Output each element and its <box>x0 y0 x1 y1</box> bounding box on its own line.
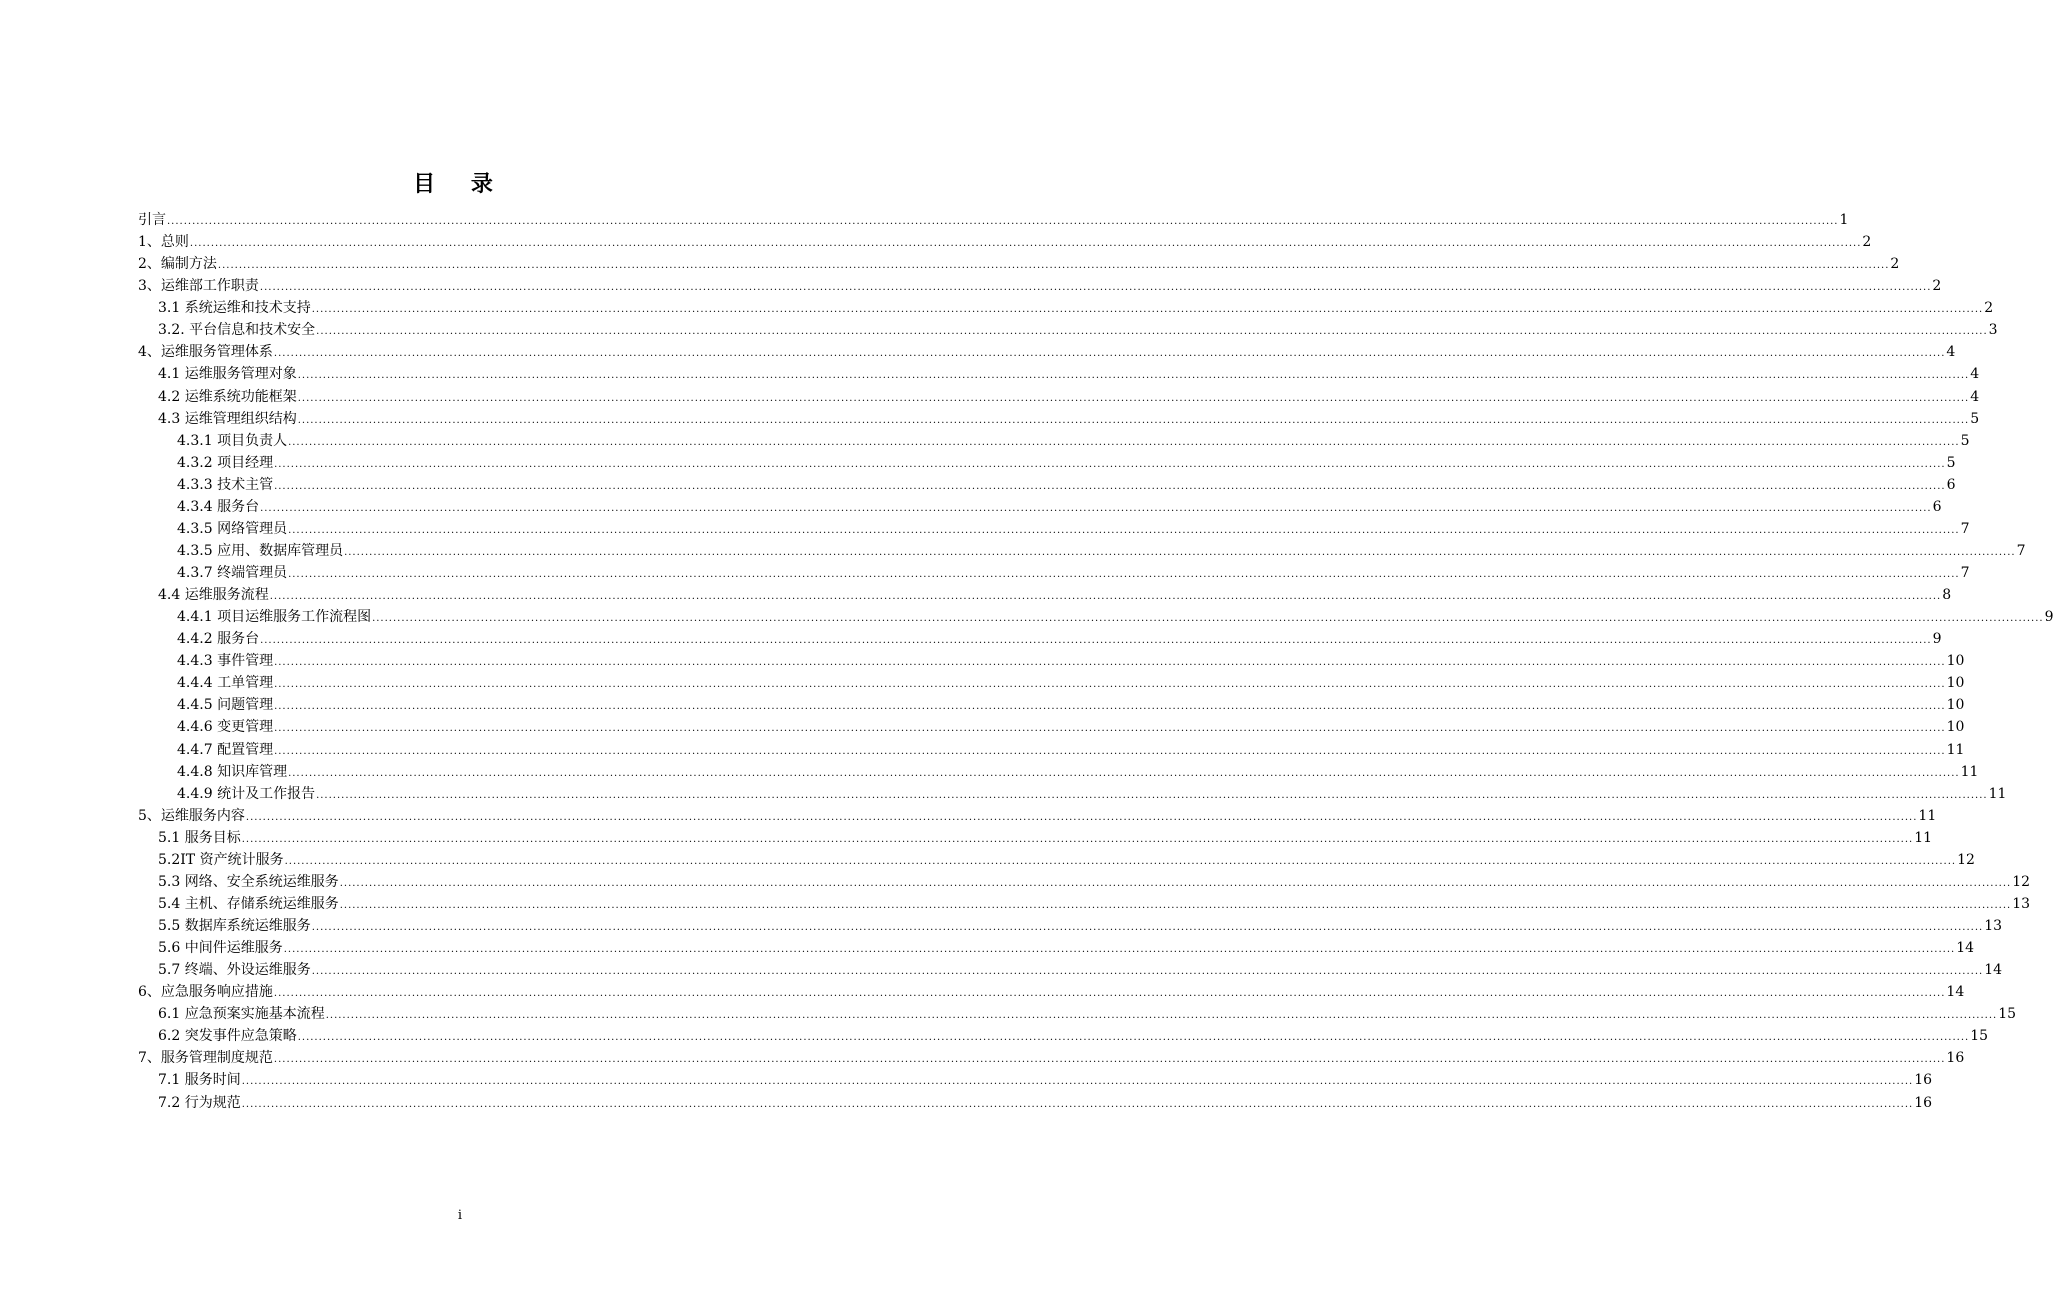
dot-leader: ................................................................................................................................................................................................................................................................................................................................................................................................................ <box>269 591 1942 603</box>
dot-leader: ................................................................................................................................................................................................................................................................................................................................................................................................................ <box>217 260 1890 272</box>
toc-entry-label: 4.3.4 服务台 <box>177 498 260 515</box>
toc-entry[interactable] <box>138 672 1965 694</box>
toc-entry[interactable] <box>138 650 1965 672</box>
toc-entry[interactable] <box>138 209 1849 231</box>
toc-entry[interactable] <box>138 893 2031 915</box>
toc-entry[interactable] <box>138 231 1872 253</box>
toc-entry[interactable] <box>138 1025 1989 1047</box>
toc-entry-page: 9 <box>2044 609 2053 626</box>
toc-entry-label: 4.3.5 应用、数据库管理员 <box>177 542 344 559</box>
toc-entry[interactable] <box>138 628 1942 650</box>
dot-leader: ................................................................................................................................................................................................................................................................................................................................................................................................................ <box>274 657 1946 669</box>
toc-entry[interactable] <box>138 363 1980 385</box>
toc-entry[interactable] <box>138 253 1900 275</box>
toc-entry[interactable] <box>138 496 1942 518</box>
toc-entry-label: 4.1 运维服务管理对象 <box>158 366 297 383</box>
toc-entry-label: 5.5 数据库系统运维服务 <box>158 918 311 934</box>
toc-entry-page: 5 <box>1960 432 1970 449</box>
dot-leader: ................................................................................................................................................................................................................................................................................................................................................................................................................ <box>288 767 1960 779</box>
toc-entry-page: 10 <box>1946 719 1965 736</box>
toc-entry-page: 1 <box>1839 212 1849 228</box>
dot-leader: ................................................................................................................................................................................................................................................................................................................................................................................................................ <box>316 326 1988 338</box>
toc-entry-page: 4 <box>1946 344 1956 361</box>
toc-entry-page: 12 <box>1957 851 1975 868</box>
toc-entry-label: 6.2 突发事件应急策略 <box>158 1028 297 1045</box>
dot-leader: ................................................................................................................................................................................................................................................................................................................................................................................................................ <box>339 899 2012 911</box>
dot-leader: ................................................................................................................................................................................................................................................................................................................................................................................................................ <box>241 833 1914 845</box>
toc-entry[interactable] <box>138 584 1952 606</box>
toc-entry-page: 2 <box>1890 256 1900 273</box>
toc-entry-page: 13 <box>1984 918 2003 934</box>
toc-entry-page: 7 <box>1960 565 1970 581</box>
toc-entry-label: 4.2 运维系统功能框架 <box>158 388 297 405</box>
toc-entry-page: 6 <box>1946 476 1956 493</box>
toc-entry-page: 5 <box>1946 454 1956 471</box>
toc-entry-label: 3.2. 平台信息和技术安全 <box>158 322 316 339</box>
toc-entry[interactable] <box>138 981 1965 1003</box>
toc-entry-page: 9 <box>1932 631 1942 648</box>
toc-entry-label: 2、编制方法 <box>138 256 217 273</box>
dot-leader: ................................................................................................................................................................................................................................................................................................................................................................................................................ <box>241 1076 1914 1088</box>
dot-leader: ................................................................................................................................................................................................................................................................................................................................................................................................................ <box>273 348 1946 360</box>
dot-leader: ................................................................................................................................................................................................................................................................................................................................................................................................................ <box>288 436 1960 448</box>
dot-leader: ................................................................................................................................................................................................................................................................................................................................................................................................................ <box>297 392 1970 404</box>
toc-entry-label: 4.3.7 终端管理员 <box>177 565 288 581</box>
toc-entry[interactable] <box>138 937 1975 959</box>
toc-entry-label: 7.2 行为规范 <box>158 1094 241 1111</box>
dot-leader: ................................................................................................................................................................................................................................................................................................................................................................................................................ <box>372 613 2044 625</box>
dot-leader: ................................................................................................................................................................................................................................................................................................................................................................................................................ <box>339 877 2012 889</box>
toc-entry-label: 4.3.3 技术主管 <box>177 476 274 493</box>
toc-entry-label: 4.4.6 变更管理 <box>177 719 274 736</box>
toc-entry-label: 6.1 应急预案实施基本流程 <box>158 1006 325 1023</box>
toc-entry[interactable] <box>138 959 2003 981</box>
toc-entry[interactable] <box>138 716 1965 738</box>
dot-leader: ................................................................................................................................................................................................................................................................................................................................................................................................................ <box>274 480 1946 492</box>
toc-entry-page: 10 <box>1946 675 1965 692</box>
dot-leader: ................................................................................................................................................................................................................................................................................................................................................................................................................ <box>297 414 1970 426</box>
toc-entry-page: 14 <box>1984 962 2003 979</box>
toc-entry-page: 6 <box>1932 498 1942 515</box>
dot-leader: ................................................................................................................................................................................................................................................................................................................................................................................................................ <box>344 546 2016 558</box>
toc-entry-label: 3、运维部工作职责 <box>138 278 259 295</box>
toc-entry-label: 4.4.9 统计及工作报告 <box>177 785 316 802</box>
dot-leader: ................................................................................................................................................................................................................................................................................................................................................................................................................ <box>325 1010 1998 1022</box>
toc-entry-label: 4.4.2 服务台 <box>177 631 260 648</box>
toc-entry[interactable] <box>138 452 1956 474</box>
dot-leader: ................................................................................................................................................................................................................................................................................................................................................................................................................ <box>297 370 1970 382</box>
dot-leader: ................................................................................................................................................................................................................................................................................................................................................................................................................ <box>259 282 1932 294</box>
toc-entry-page: 12 <box>2012 873 2031 890</box>
dot-leader: ................................................................................................................................................................................................................................................................................................................................................................................................................ <box>245 811 1918 823</box>
toc-entry[interactable] <box>138 297 1994 319</box>
toc-entry-page: 10 <box>1946 697 1965 714</box>
toc-entry[interactable] <box>138 562 1970 584</box>
toc-entry[interactable] <box>138 540 2026 562</box>
dot-leader: ................................................................................................................................................................................................................................................................................................................................................................................................................ <box>284 855 1957 867</box>
toc-entry-label: 6、应急服务响应措施 <box>138 984 273 1001</box>
toc-entry-label: 5.1 服务目标 <box>158 829 241 846</box>
toc-entry-label: 5.2IT 资产统计服务 <box>158 851 284 868</box>
toc-entry[interactable] <box>138 915 2003 937</box>
toc-entry-page: 13 <box>2012 895 2031 912</box>
toc-entry-page: 2 <box>1932 278 1942 295</box>
toc-entry-label: 4.3 运维管理组织结构 <box>158 410 297 427</box>
toc-entry[interactable] <box>138 739 1965 761</box>
dot-leader: ................................................................................................................................................................................................................................................................................................................................................................................................................ <box>189 238 1862 250</box>
toc-entry-label: 3.1 系统运维和技术支持 <box>158 300 311 317</box>
dot-leader: ................................................................................................................................................................................................................................................................................................................................................................................................................ <box>311 966 1984 978</box>
toc-entry-page: 11 <box>1988 785 2007 802</box>
toc-entry-label: 5.6 中间件运维服务 <box>158 940 283 957</box>
toc-entry-label: 5.7 终端、外设运维服务 <box>158 962 311 979</box>
toc-entry[interactable] <box>138 1003 2017 1025</box>
toc-entry-page: 2 <box>1984 300 1994 317</box>
toc-entry-label: 4、运维服务管理体系 <box>138 344 273 361</box>
dot-leader: ................................................................................................................................................................................................................................................................................................................................................................................................................ <box>316 789 1988 801</box>
toc-entry[interactable] <box>138 805 1937 827</box>
toc-entry-page: 7 <box>1960 520 1970 537</box>
toc-entry[interactable] <box>138 849 1975 871</box>
toc-entry-page: 15 <box>1998 1006 2017 1023</box>
toc-entry-page: 11 <box>1946 741 1965 758</box>
dot-leader: ................................................................................................................................................................................................................................................................................................................................................................................................................ <box>273 988 1946 1000</box>
table-of-contents <box>138 209 2053 1114</box>
dot-leader: ................................................................................................................................................................................................................................................................................................................................................................................................................ <box>274 723 1946 735</box>
toc-entry[interactable] <box>138 1047 1965 1069</box>
dot-leader: ................................................................................................................................................................................................................................................................................................................................................................................................................ <box>273 1054 1946 1066</box>
toc-entry-label: 4.4.7 配置管理 <box>177 741 274 758</box>
toc-entry-label: 4.4 运维服务流程 <box>158 587 269 604</box>
toc-entry[interactable] <box>138 430 1970 452</box>
toc-entry[interactable] <box>138 761 1979 783</box>
toc-entry-label: 4.4.1 项目运维服务工作流程图 <box>177 609 372 626</box>
toc-entry-label: 4.4.3 事件管理 <box>177 653 274 670</box>
dot-leader: ................................................................................................................................................................................................................................................................................................................................................................................................................ <box>167 216 1839 227</box>
toc-entry-page: 11 <box>1914 829 1933 846</box>
toc-entry[interactable] <box>138 606 2053 628</box>
toc-entry-page: 8 <box>1942 587 1952 604</box>
toc-entry-label: 5.4 主机、存储系统运维服务 <box>158 895 339 912</box>
toc-entry-label: 7、服务管理制度规范 <box>138 1050 273 1067</box>
toc-entry-label: 4.4.8 知识库管理 <box>177 763 288 780</box>
dot-leader: ................................................................................................................................................................................................................................................................................................................................................................................................................ <box>260 502 1932 514</box>
toc-entry-label: 4.3.5 网络管理员 <box>177 520 288 537</box>
toc-entry[interactable] <box>138 341 1956 363</box>
toc-entry-page: 3 <box>1988 322 1998 339</box>
toc-entry-label: 7.1 服务时间 <box>158 1072 241 1089</box>
toc-entry-page: 5 <box>1970 410 1980 427</box>
toc-entry-page: 14 <box>1946 984 1965 1001</box>
toc-entry[interactable] <box>138 474 1956 496</box>
toc-entry-page: 16 <box>1914 1094 1933 1111</box>
dot-leader: ................................................................................................................................................................................................................................................................................................................................................................................................................ <box>274 701 1946 713</box>
toc-entry-page: 15 <box>1970 1028 1989 1045</box>
toc-entry-label: 4.4.4 工单管理 <box>177 675 274 692</box>
toc-entry[interactable] <box>138 1092 1933 1114</box>
toc-title: 目 录 <box>413 172 507 197</box>
toc-entry-page: 4 <box>1970 388 1980 405</box>
toc-entry-page: 2 <box>1862 234 1872 251</box>
toc-entry-page: 4 <box>1970 366 1980 383</box>
toc-entry-page: 14 <box>1956 940 1975 957</box>
toc-entry[interactable] <box>138 518 1970 540</box>
toc-entry-label: 5.3 网络、安全系统运维服务 <box>158 873 339 890</box>
toc-entry[interactable] <box>138 827 1933 849</box>
dot-leader: ................................................................................................................................................................................................................................................................................................................................................................................................................ <box>297 1032 1970 1044</box>
dot-leader: ................................................................................................................................................................................................................................................................................................................................................................................................................ <box>311 304 1984 316</box>
toc-entry-page: 10 <box>1946 653 1965 670</box>
dot-leader: ................................................................................................................................................................................................................................................................................................................................................................................................................ <box>311 922 1984 933</box>
toc-entry-page: 16 <box>1914 1072 1933 1089</box>
dot-leader: ................................................................................................................................................................................................................................................................................................................................................................................................................ <box>288 569 1960 580</box>
toc-entry[interactable] <box>138 871 2031 893</box>
toc-entry-page: 11 <box>1960 763 1979 780</box>
dot-leader: ................................................................................................................................................................................................................................................................................................................................................................................................................ <box>241 1098 1914 1110</box>
toc-entry[interactable] <box>138 319 1998 341</box>
dot-leader: ................................................................................................................................................................................................................................................................................................................................................................................................................ <box>260 635 1932 647</box>
toc-entry-page: 7 <box>2016 542 2026 559</box>
toc-entry[interactable] <box>138 694 1965 716</box>
toc-entry[interactable] <box>138 408 1980 430</box>
toc-entry[interactable] <box>138 275 1942 297</box>
toc-entry-label: 4.3.2 项目经理 <box>177 454 274 471</box>
toc-entry-page: 16 <box>1946 1050 1965 1067</box>
toc-entry[interactable] <box>138 386 1980 408</box>
page-number: i <box>457 1208 463 1223</box>
toc-entry[interactable] <box>138 783 2007 805</box>
toc-entry-label: 5、运维服务内容 <box>138 807 245 824</box>
toc-entry-label: 引言 <box>138 212 166 228</box>
toc-entry-label: 1、总则 <box>138 234 189 251</box>
toc-entry-label: 4.4.5 问题管理 <box>177 697 274 714</box>
toc-entry-label: 4.3.1 项目负责人 <box>177 432 288 449</box>
toc-entry[interactable] <box>138 1069 1933 1091</box>
toc-entry-page: 11 <box>1918 807 1937 824</box>
dot-leader: ................................................................................................................................................................................................................................................................................................................................................................................................................ <box>274 458 1946 470</box>
dot-leader: ................................................................................................................................................................................................................................................................................................................................................................................................................ <box>283 944 1956 956</box>
dot-leader: ................................................................................................................................................................................................................................................................................................................................................................................................................ <box>274 679 1946 691</box>
dot-leader: ................................................................................................................................................................................................................................................................................................................................................................................................................ <box>288 524 1960 536</box>
dot-leader: ................................................................................................................................................................................................................................................................................................................................................................................................................ <box>274 745 1946 757</box>
